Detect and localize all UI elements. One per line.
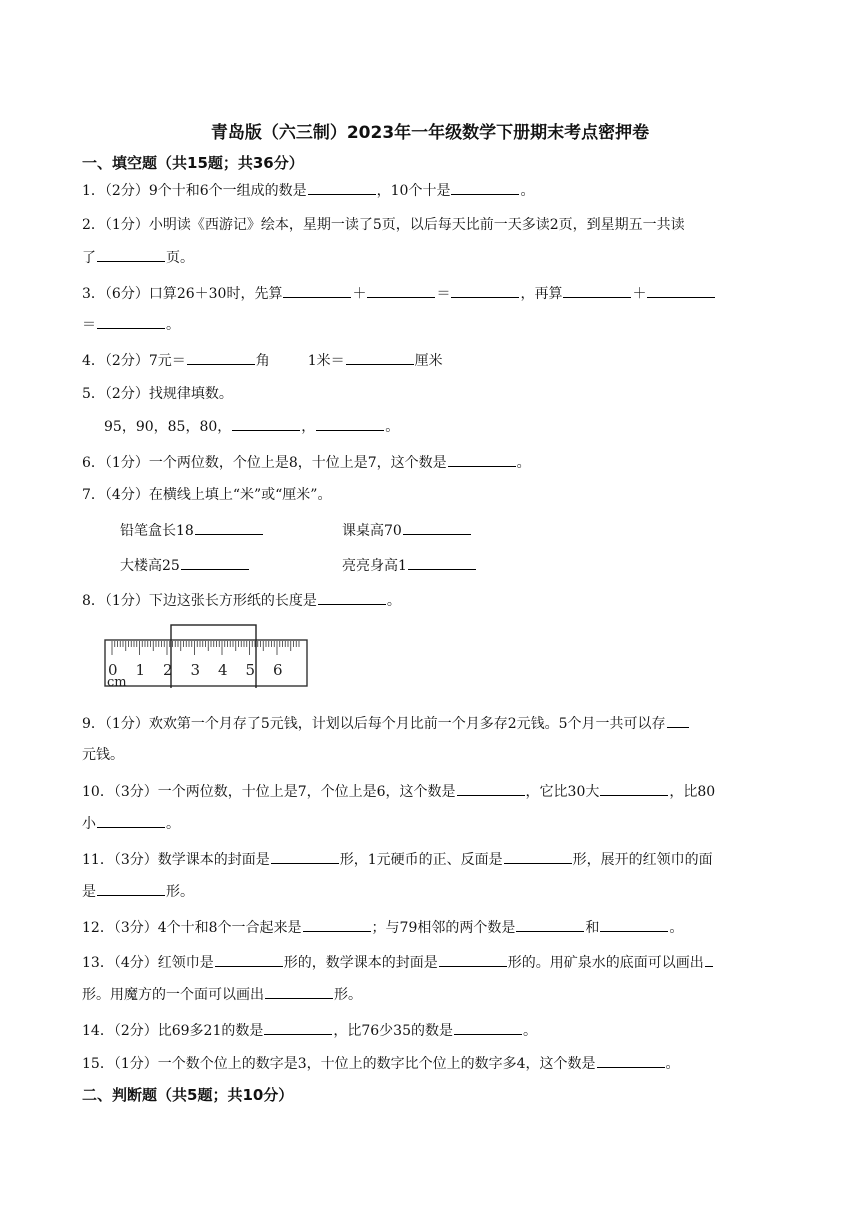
question-9-cont: 元钱。 — [82, 747, 124, 763]
answer-blank[interactable] — [232, 416, 300, 431]
question-4: 4．（2分）7元＝ 角 1米＝ 厘米 — [82, 350, 443, 371]
answer-blank[interactable] — [448, 452, 516, 467]
answer-blank[interactable] — [271, 849, 339, 864]
ruler-number-label: 1 — [135, 661, 146, 679]
answer-blank[interactable] — [504, 849, 572, 864]
question-11-cont: 是 形。 — [82, 881, 194, 902]
answer-blank[interactable] — [97, 314, 165, 329]
section-true-false: 二、判断题（共5题；共10分） — [82, 1086, 294, 1104]
question-1: 1．（2分）9个十和6个一组成的数是 ，10个十是 。 — [82, 180, 534, 201]
answer-blank[interactable] — [597, 1053, 665, 1068]
question-8: 8．（1分）下边这张长方形纸的长度是 。 — [82, 590, 401, 611]
answer-blank[interactable] — [451, 283, 519, 298]
answer-blank[interactable] — [667, 713, 689, 728]
question-13-cont: 形。用魔方的一个面可以画出 形。 — [82, 984, 362, 1005]
ruler-number-label: 3 — [190, 661, 201, 679]
answer-blank[interactable] — [303, 917, 371, 932]
answer-blank[interactable] — [318, 590, 386, 605]
answer-blank[interactable] — [367, 283, 435, 298]
ruler-number-label: 6 — [273, 661, 283, 679]
answer-blank[interactable] — [97, 881, 165, 896]
question-10-cont: 小 。 — [82, 813, 180, 834]
question-14: 14．（2分）比69多21的数是 ，比76少35的数是 。 — [82, 1020, 537, 1041]
answer-blank[interactable] — [346, 350, 414, 365]
question-7-item-2: 课桌高70 — [342, 520, 472, 541]
ruler-unit-label: cm — [107, 675, 127, 688]
answer-blank[interactable] — [451, 180, 519, 195]
question-6: 6．（1分）一个两位数，个位上是8，十位上是7，这个数是 。 — [82, 452, 531, 473]
answer-blank[interactable] — [215, 952, 283, 967]
ruler-number-label: 5 — [245, 661, 256, 679]
answer-blank[interactable] — [187, 350, 255, 365]
answer-blank[interactable] — [600, 781, 668, 796]
answer-blank[interactable] — [97, 247, 165, 262]
question-7-item-3: 大楼高25 — [120, 555, 250, 576]
answer-blank[interactable] — [283, 283, 351, 298]
question-7: 7．（4分）在横线上填上“米”或“厘米”。 — [82, 487, 332, 503]
question-3: 3．（6分）口算26＋30时，先算 ＋ ＝ ，再算 ＋ — [82, 283, 716, 304]
question-11: 11．（3分）数学课本的封面是 形，1元硬币的正、反面是 形，展开的红领巾的面 — [82, 849, 713, 870]
question-13: 13．（4分）红领巾是 形的，数学课本的封面是 形的。用矿泉水的底面可以画出 — [82, 952, 714, 973]
answer-blank[interactable] — [181, 555, 249, 570]
question-12: 12．（3分）4个十和8个一合起来是 ；与79相邻的两个数是 和 。 — [82, 917, 683, 938]
answer-blank[interactable] — [454, 1020, 522, 1035]
question-5-sequence: 95，90，85，80， ， 。 — [104, 416, 399, 437]
answer-blank[interactable] — [265, 984, 333, 999]
answer-blank[interactable] — [439, 952, 507, 967]
answer-blank[interactable] — [705, 952, 713, 967]
section-fill-blank: 一、填空题（共15题；共36分） — [82, 154, 304, 172]
question-7-item-4: 亮亮身高1 — [342, 555, 477, 576]
question-9: 9．（1分）欢欢第一个月存了5元钱，计划以后每个月比前一个月多存2元钱。5个月一共可以存 — [82, 713, 690, 734]
answer-blank[interactable] — [264, 1020, 332, 1035]
question-2: 2．（1分）小明读《西游记》绘本，星期一读了5页，以后每天比前一天多读2页，到星期五一共读 — [82, 217, 685, 233]
question-5: 5．（2分）找规律填数。 — [82, 386, 233, 402]
answer-blank[interactable] — [97, 813, 165, 828]
question-2-cont: 了 页。 — [82, 247, 194, 268]
question-7-item-1: 铅笔盒长18 — [120, 520, 264, 541]
answer-blank[interactable] — [195, 520, 263, 535]
answer-blank[interactable] — [408, 555, 476, 570]
ruler-number-label: 2 — [163, 661, 173, 679]
ruler-figure — [104, 624, 308, 688]
question-15: 15．（1分）一个数个位上的数字是3，十位上的数字比个位上的数字多4，这个数是 。 — [82, 1053, 680, 1074]
answer-blank[interactable] — [403, 520, 471, 535]
answer-blank[interactable] — [457, 781, 525, 796]
answer-blank[interactable] — [563, 283, 631, 298]
exam-title: 青岛版（六三制）2023年一年级数学下册期末考点密押卷 — [210, 123, 650, 143]
answer-blank[interactable] — [600, 917, 668, 932]
ruler-number-label: 4 — [218, 661, 228, 679]
answer-blank[interactable] — [316, 416, 384, 431]
question-3-cont: ＝ 。 — [82, 314, 180, 335]
question-10: 10．（3分）一个两位数，十位上是7，个位上是6，这个数是 ，它比30大 ，比80 — [82, 781, 715, 802]
answer-blank[interactable] — [516, 917, 584, 932]
answer-blank[interactable] — [647, 283, 715, 298]
answer-blank[interactable] — [308, 180, 376, 195]
ruler-number-label: 0 — [108, 661, 118, 679]
